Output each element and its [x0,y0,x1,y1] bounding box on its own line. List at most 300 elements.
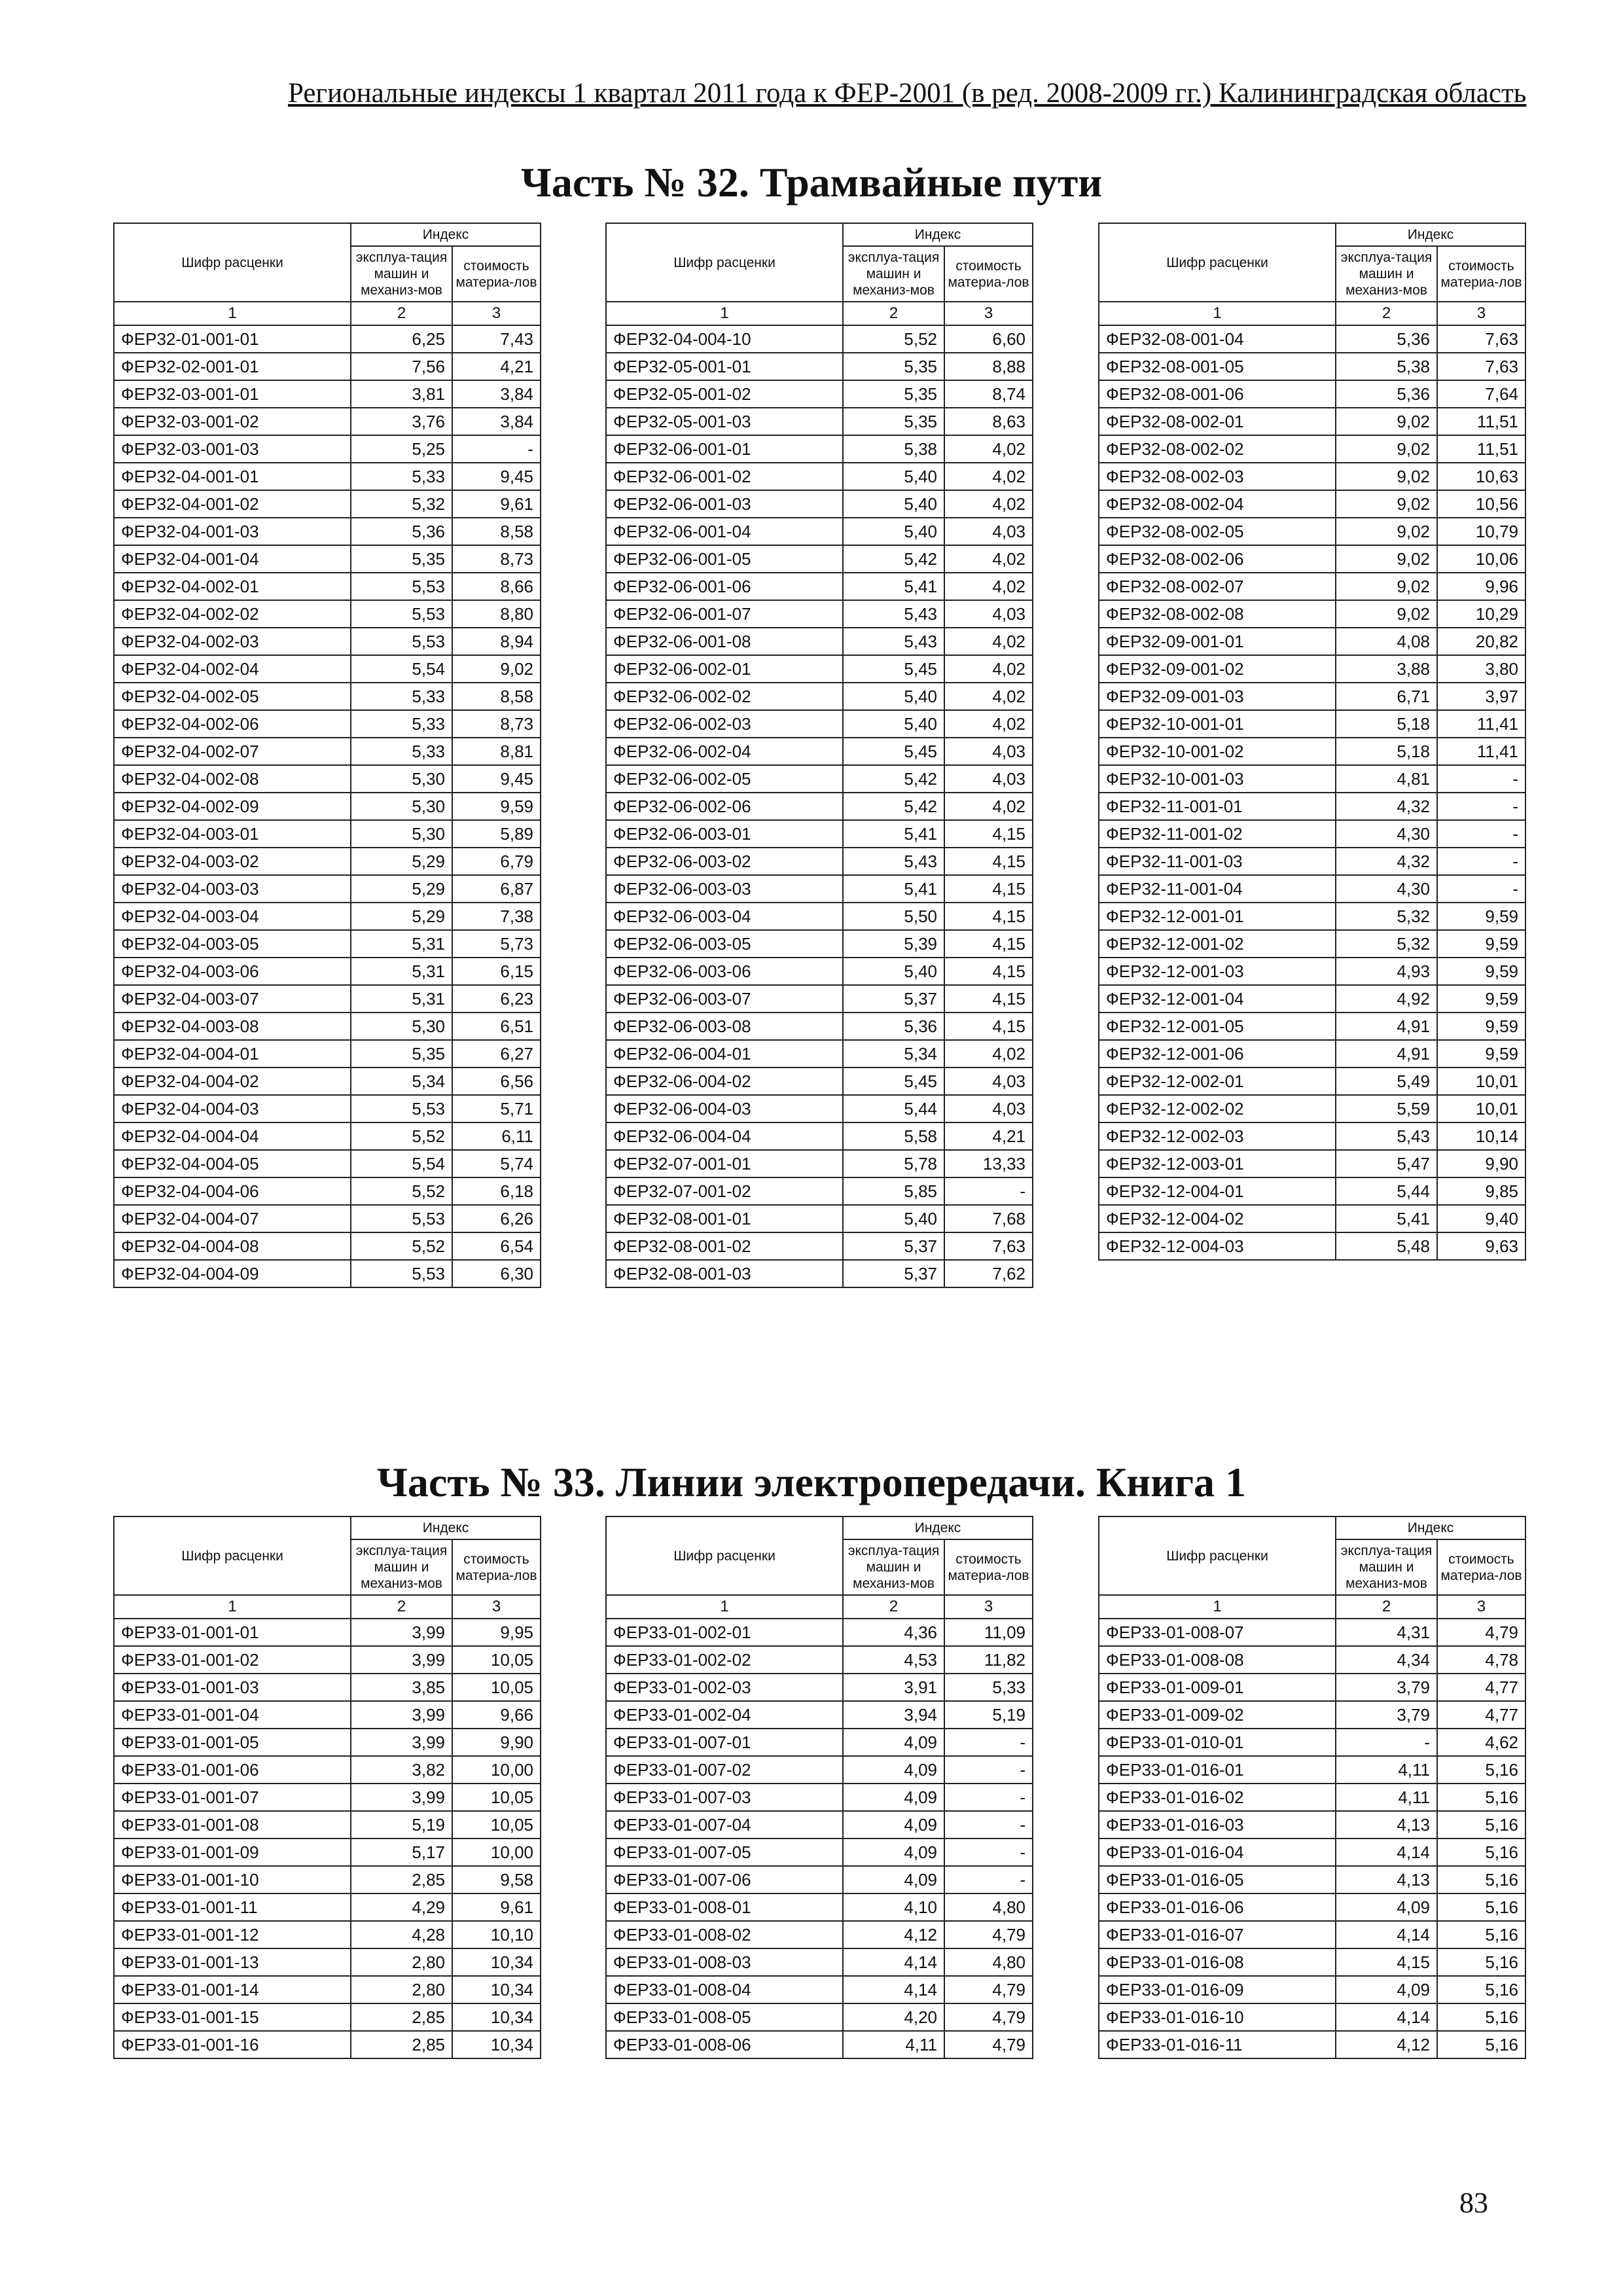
machines-cell: 5,18 [1336,710,1437,738]
materials-cell: 5,89 [452,820,541,848]
machines-cell: 3,99 [351,1646,452,1674]
materials-cell: - [944,1784,1033,1811]
table-row [606,2031,1033,2058]
table-row [606,1839,1033,1866]
table-row [114,518,541,545]
code-cell: ФЕР33-01-016-03 [1099,1811,1336,1839]
table-row [114,2003,541,2031]
table-row [1099,490,1525,518]
table-row [606,1866,1033,1893]
materials-cell: 9,59 [1437,903,1525,930]
code-cell: ФЕР33-01-001-06 [114,1756,351,1784]
code-cell: ФЕР33-01-016-06 [1099,1893,1336,1921]
machines-cell: 2,80 [351,1976,452,2003]
machines-cell: 5,48 [1336,1232,1437,1260]
table-row [1099,958,1525,985]
machines-cell: 9,02 [1336,408,1437,435]
machines-cell: 4,08 [1336,628,1437,655]
machines-cell: 5,41 [843,875,944,903]
machines-cell: 5,52 [351,1177,452,1205]
table-row [606,683,1033,710]
code-cell: ФЕР32-04-004-10 [606,325,843,353]
table-row [1099,325,1525,353]
rates-table-32-col1 [113,223,541,1288]
materials-cell: 5,16 [1437,1921,1525,1948]
machines-cell: 4,14 [843,1976,944,2003]
table-row [114,903,541,930]
table-row [606,903,1033,930]
machines-cell: 5,44 [1336,1177,1437,1205]
machines-cell: 4,12 [843,1921,944,1948]
table-row [1099,408,1525,435]
code-cell: ФЕР33-01-016-09 [1099,1976,1336,2003]
code-cell: ФЕР33-01-016-04 [1099,1839,1336,1866]
code-cell: ФЕР32-06-002-02 [606,683,843,710]
code-cell: ФЕР32-12-002-03 [1099,1122,1336,1150]
column-number-1: 1 [606,1595,843,1619]
code-cell: ФЕР33-01-016-07 [1099,1921,1336,1948]
materials-cell: 6,56 [452,1067,541,1095]
table-row [1099,1893,1525,1921]
code-cell: ФЕР33-01-001-05 [114,1729,351,1756]
machines-cell: 4,34 [1336,1646,1437,1674]
column-number-3: 3 [452,302,541,325]
table-row [114,408,541,435]
column-number-3: 3 [1437,1595,1525,1619]
code-cell: ФЕР32-04-004-03 [114,1095,351,1122]
table-row [606,1976,1033,2003]
table-row [114,875,541,903]
code-cell: ФЕР32-04-002-01 [114,573,351,600]
code-cell: ФЕР32-08-002-04 [1099,490,1336,518]
code-cell: ФЕР33-01-001-10 [114,1866,351,1893]
code-cell: ФЕР32-06-003-01 [606,820,843,848]
table-row [114,463,541,490]
materials-cell: 6,26 [452,1205,541,1232]
table-row [114,1122,541,1150]
machines-cell: 5,85 [843,1177,944,1205]
materials-cell: 5,16 [1437,1756,1525,1784]
machines-cell: 3,82 [351,1756,452,1784]
code-cell: ФЕР32-06-001-07 [606,600,843,628]
table-row [1099,600,1525,628]
code-cell: ФЕР32-08-002-01 [1099,408,1336,435]
table-row [114,1260,541,1287]
materials-cell: 7,43 [452,325,541,353]
materials-cell: 3,84 [452,380,541,408]
table-row [606,655,1033,683]
machines-cell: 9,02 [1336,545,1437,573]
materials-cell: 8,66 [452,573,541,600]
code-cell: ФЕР33-01-016-05 [1099,1866,1336,1893]
materials-cell: 5,19 [944,1701,1033,1729]
section-33-title: Часть № 33. Линии электропередачи. Книга 1 [376,1459,1247,1505]
table-row [1099,1976,1525,2003]
code-cell: ФЕР33-01-008-05 [606,2003,843,2031]
materials-cell: - [944,1866,1033,1893]
machines-cell: 5,59 [1336,1095,1437,1122]
materials-cell: 5,16 [1437,1839,1525,1866]
materials-cell: 4,15 [944,848,1033,875]
code-cell: ФЕР32-08-001-06 [1099,380,1336,408]
code-cell: ФЕР32-04-002-08 [114,765,351,793]
column-header-index: Индекс [351,223,541,246]
table-row [1099,683,1525,710]
code-cell: ФЕР32-06-003-03 [606,875,843,903]
table-row [114,1921,541,1948]
machines-cell: 5,42 [843,793,944,820]
materials-cell: 4,15 [944,1013,1033,1040]
table-row [1099,1013,1525,1040]
machines-cell: 5,40 [843,958,944,985]
column-header-index: Индекс [843,223,1033,246]
materials-cell: 5,33 [944,1674,1033,1701]
machines-cell: 5,35 [843,408,944,435]
materials-cell: 10,56 [1437,490,1525,518]
code-cell: ФЕР32-06-002-04 [606,738,843,765]
machines-cell: 5,53 [351,628,452,655]
machines-cell: 5,30 [351,820,452,848]
materials-cell: 11,51 [1437,408,1525,435]
code-cell: ФЕР32-06-001-02 [606,463,843,490]
table-row [1099,1095,1525,1122]
table-row [1099,1205,1525,1232]
section-32-title: Часть № 32. Трамвайные пути [520,159,1103,206]
code-cell: ФЕР32-06-001-01 [606,435,843,463]
rates-table-32-col2 [605,223,1033,1288]
materials-cell: 8,58 [452,518,541,545]
column-number-3: 3 [452,1595,541,1619]
code-cell: ФЕР32-09-001-01 [1099,628,1336,655]
machines-cell: 5,29 [351,875,452,903]
machines-cell: 5,35 [843,380,944,408]
rates-table-32-col3 [1098,223,1526,1261]
materials-cell: 3,80 [1437,655,1525,683]
column-number-3: 3 [944,1595,1033,1619]
machines-cell: 5,54 [351,1150,452,1177]
machines-cell: 5,45 [843,738,944,765]
materials-cell: 10,34 [452,2003,541,2031]
materials-cell: 10,01 [1437,1095,1525,1122]
machines-cell: 5,53 [351,600,452,628]
machines-cell: 5,50 [843,903,944,930]
table-row [114,710,541,738]
table-row [114,1013,541,1040]
materials-cell: 11,09 [944,1619,1033,1646]
materials-cell: 3,84 [452,408,541,435]
machines-cell: 5,33 [351,463,452,490]
machines-cell: 5,33 [351,738,452,765]
machines-cell: 9,02 [1336,518,1437,545]
code-cell: ФЕР33-01-001-03 [114,1674,351,1701]
column-header-materials: стоимость материа-лов [1437,246,1525,302]
column-header-code: Шифр расценки [114,1516,351,1595]
code-cell: ФЕР33-01-001-07 [114,1784,351,1811]
materials-cell: 8,80 [452,600,541,628]
code-cell: ФЕР32-11-001-01 [1099,793,1336,820]
materials-cell: - [1437,820,1525,848]
machines-cell: 5,43 [843,600,944,628]
code-cell: ФЕР32-06-003-06 [606,958,843,985]
table-row [114,1095,541,1122]
table-row [606,600,1033,628]
materials-cell: 4,15 [944,903,1033,930]
code-cell: ФЕР33-01-008-02 [606,1921,843,1948]
materials-cell: 5,16 [1437,1811,1525,1839]
machines-cell: 5,36 [351,518,452,545]
column-number-2: 2 [351,302,452,325]
machines-cell: 4,09 [843,1729,944,1756]
materials-cell: 9,59 [1437,930,1525,958]
materials-cell: 4,03 [944,600,1033,628]
table-row [1099,545,1525,573]
table-row [606,408,1033,435]
column-header-materials: стоимость материа-лов [944,1539,1033,1595]
machines-cell: 3,85 [351,1674,452,1701]
machines-cell: 7,56 [351,353,452,380]
machines-cell: 5,53 [351,1095,452,1122]
materials-cell: 4,02 [944,628,1033,655]
code-cell: ФЕР33-01-001-15 [114,2003,351,2031]
machines-cell: 5,47 [1336,1150,1437,1177]
machines-cell: 5,17 [351,1839,452,1866]
table-row [606,1095,1033,1122]
machines-cell: 4,91 [1336,1040,1437,1067]
materials-cell: 8,88 [944,353,1033,380]
code-cell: ФЕР33-01-008-01 [606,1893,843,1921]
table-row [606,1122,1033,1150]
code-cell: ФЕР33-01-010-01 [1099,1729,1336,1756]
machines-cell: 5,52 [843,325,944,353]
table-row [1099,353,1525,380]
code-cell: ФЕР32-04-004-02 [114,1067,351,1095]
materials-cell: 9,96 [1437,573,1525,600]
machines-cell: 4,13 [1336,1866,1437,1893]
code-cell: ФЕР32-05-001-02 [606,380,843,408]
code-cell: ФЕР32-05-001-03 [606,408,843,435]
code-cell: ФЕР32-06-003-08 [606,1013,843,1040]
table-row [1099,1729,1525,1756]
column-header-materials: стоимость материа-лов [452,1539,541,1595]
table-row [114,1701,541,1729]
code-cell: ФЕР32-10-001-01 [1099,710,1336,738]
code-cell: ФЕР32-04-003-04 [114,903,351,930]
machines-cell: 3,94 [843,1701,944,1729]
machines-cell: 5,40 [843,463,944,490]
code-cell: ФЕР32-12-001-04 [1099,985,1336,1013]
materials-cell: 4,02 [944,545,1033,573]
table-row [606,1729,1033,1756]
materials-cell: 4,03 [944,765,1033,793]
table-row [1099,1948,1525,1976]
machines-cell: 5,37 [843,1232,944,1260]
materials-cell: 5,16 [1437,1866,1525,1893]
table-row [606,820,1033,848]
materials-cell: 9,90 [452,1729,541,1756]
code-cell: ФЕР33-01-008-03 [606,1948,843,1976]
materials-cell: 8,73 [452,710,541,738]
machines-cell: 4,92 [1336,985,1437,1013]
machines-cell: 4,09 [1336,1893,1437,1921]
table-row [606,958,1033,985]
table-row [114,655,541,683]
code-cell: ФЕР32-10-001-02 [1099,738,1336,765]
table-row [1099,1674,1525,1701]
table-row [606,1921,1033,1948]
column-header-index: Индекс [843,1516,1033,1539]
materials-cell: 20,82 [1437,628,1525,655]
code-cell: ФЕР33-01-002-02 [606,1646,843,1674]
code-cell: ФЕР33-01-009-02 [1099,1701,1336,1729]
table-row [606,930,1033,958]
code-cell: ФЕР32-06-002-06 [606,793,843,820]
column-header-materials: стоимость материа-лов [452,246,541,302]
code-cell: ФЕР32-04-003-07 [114,985,351,1013]
materials-cell: 4,02 [944,655,1033,683]
column-header-code: Шифр расценки [1099,1516,1336,1595]
table-row [114,1893,541,1921]
column-number-2: 2 [843,1595,944,1619]
materials-cell: - [1437,765,1525,793]
materials-cell: - [452,435,541,463]
materials-cell: 6,30 [452,1260,541,1287]
machines-cell: 3,88 [1336,655,1437,683]
column-header-code: Шифр расценки [606,223,843,302]
machines-cell: - [1336,1729,1437,1756]
materials-cell: 4,80 [944,1893,1033,1921]
materials-cell: 3,97 [1437,683,1525,710]
machines-cell: 5,52 [351,1122,452,1150]
page-number: 83 [1459,2187,1488,2219]
materials-cell: 4,21 [452,353,541,380]
table-row [606,1619,1033,1646]
code-cell: ФЕР33-01-016-11 [1099,2031,1336,2058]
table-row [114,1756,541,1784]
table-row [1099,738,1525,765]
machines-cell: 5,19 [351,1811,452,1839]
code-cell: ФЕР33-01-008-08 [1099,1646,1336,1674]
machines-cell: 5,36 [1336,380,1437,408]
code-cell: ФЕР32-08-001-02 [606,1232,843,1260]
materials-cell: - [944,1839,1033,1866]
materials-cell: 4,03 [944,738,1033,765]
materials-cell: 9,59 [1437,958,1525,985]
materials-cell: 5,74 [452,1150,541,1177]
machines-cell: 5,45 [843,655,944,683]
materials-cell: 10,63 [1437,463,1525,490]
machines-cell: 4,14 [843,1948,944,1976]
materials-cell: 8,74 [944,380,1033,408]
materials-cell: 6,51 [452,1013,541,1040]
code-cell: ФЕР32-12-001-01 [1099,903,1336,930]
code-cell: ФЕР32-04-003-08 [114,1013,351,1040]
table-row [606,1205,1033,1232]
column-header-machines: эксплуа-тация машин и механиз-мов [843,1539,944,1595]
machines-cell: 5,43 [843,848,944,875]
table-row [606,710,1033,738]
machines-cell: 4,13 [1336,1811,1437,1839]
materials-cell: 10,00 [452,1839,541,1866]
materials-cell: 4,62 [1437,1729,1525,1756]
code-cell: ФЕР32-08-001-05 [1099,353,1336,380]
code-cell: ФЕР32-12-004-02 [1099,1205,1336,1232]
code-cell: ФЕР32-08-001-03 [606,1260,843,1287]
code-cell: ФЕР32-04-004-08 [114,1232,351,1260]
table-row [114,848,541,875]
materials-cell: 8,94 [452,628,541,655]
materials-cell: 7,64 [1437,380,1525,408]
table-row [114,765,541,793]
code-cell: ФЕР32-06-001-06 [606,573,843,600]
table-row [1099,2031,1525,2058]
code-cell: ФЕР33-01-002-03 [606,1674,843,1701]
materials-cell: 10,06 [1437,545,1525,573]
materials-cell: 5,16 [1437,1976,1525,2003]
table-row [606,435,1033,463]
table-row [606,1013,1033,1040]
column-number-1: 1 [1099,1595,1336,1619]
code-cell: ФЕР32-08-002-07 [1099,573,1336,600]
table-row [114,1948,541,1976]
machines-cell: 5,53 [351,1205,452,1232]
table-row [114,1150,541,1177]
table-row [1099,1839,1525,1866]
materials-cell: 10,05 [452,1646,541,1674]
table-row [114,435,541,463]
machines-cell: 4,11 [1336,1756,1437,1784]
materials-cell: 10,34 [452,1976,541,2003]
table-row [606,1067,1033,1095]
code-cell: ФЕР32-06-001-04 [606,518,843,545]
materials-cell: 11,82 [944,1646,1033,1674]
machines-cell: 5,18 [1336,738,1437,765]
materials-cell: 5,16 [1437,1893,1525,1921]
code-cell: ФЕР32-03-001-03 [114,435,351,463]
materials-cell: - [1437,848,1525,875]
machines-cell: 9,02 [1336,573,1437,600]
table-row [1099,1177,1525,1205]
machines-cell: 9,02 [1336,600,1437,628]
materials-cell: 4,15 [944,930,1033,958]
table-row [114,628,541,655]
materials-cell: 9,90 [1437,1150,1525,1177]
materials-cell: 5,16 [1437,2031,1525,2058]
machines-cell: 4,20 [843,2003,944,2031]
column-header-code: Шифр расценки [1099,223,1336,302]
code-cell: ФЕР32-04-003-03 [114,875,351,903]
table-row [1099,1067,1525,1095]
machines-cell: 2,80 [351,1948,452,1976]
table-row [1099,655,1525,683]
materials-cell: 9,59 [452,793,541,820]
materials-cell: 4,02 [944,683,1033,710]
machines-cell: 4,28 [351,1921,452,1948]
machines-cell: 5,37 [843,985,944,1013]
table-row [606,573,1033,600]
code-cell: ФЕР33-01-001-14 [114,1976,351,2003]
materials-cell: 10,34 [452,1948,541,1976]
code-cell: ФЕР32-08-002-06 [1099,545,1336,573]
table-row [1099,573,1525,600]
machines-cell: 6,25 [351,325,452,353]
code-cell: ФЕР33-01-007-02 [606,1756,843,1784]
code-cell: ФЕР32-06-003-05 [606,930,843,958]
materials-cell: 6,54 [452,1232,541,1260]
code-cell: ФЕР32-04-003-02 [114,848,351,875]
materials-cell: 9,95 [452,1619,541,1646]
table-row [114,490,541,518]
materials-cell: 6,11 [452,1122,541,1150]
